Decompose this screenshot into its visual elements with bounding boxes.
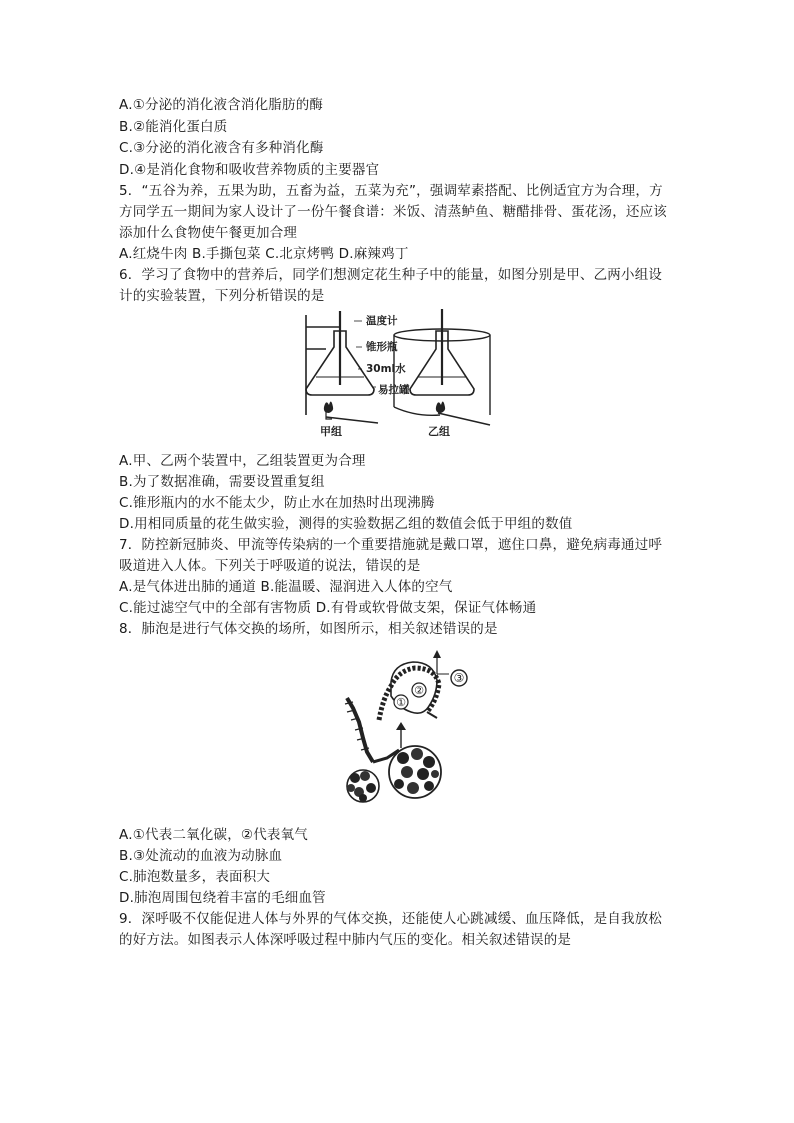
q5-stem-line1: 5．“五谷为养，五果为助，五畜为益，五菜为充”，强调荤素搭配、比例适宜方为合理，方 [119, 183, 663, 199]
q6-stem-line2: 计的实验装置，下列分析错误的是 [119, 288, 325, 304]
label-thermometer: 温度计 [366, 315, 398, 327]
marker-1: ① [396, 696, 406, 709]
q6-option-d: D.用相同质量的花生做实验，测得的实验数据乙组的数值会低于甲组的数值 [119, 516, 573, 532]
bronchiole-icon [347, 698, 373, 762]
q8-option-a: A.①代表二氧化碳，②代表氧气 [119, 827, 308, 843]
q8-option-d: D.肺泡周围包绕着丰富的毛细血管 [119, 890, 326, 906]
label-group-b: 乙组 [428, 425, 450, 438]
q4-option-c: C.③分泌的消化液含有多种消化酶 [119, 140, 324, 156]
alveoli-cluster-left [347, 770, 379, 802]
q6-apparatus-figure [296, 307, 496, 444]
q7-stem-line1: 7．防控新冠肺炎、甲流等传染病的一个重要措施就是戴口罩，遮住口鼻，避免病毒通过呼 [119, 537, 663, 553]
marker-2: ② [414, 684, 424, 697]
q6-stem-line1: 6．学习了食物中的营养后，同学们想测定花生种子中的能量，如图分别是甲、乙两小组设 [119, 267, 663, 283]
label-can: 易拉罐 [378, 384, 410, 396]
q8-alveoli-figure [333, 646, 473, 816]
alveoli-cluster-right [389, 746, 441, 798]
label-flask: 锥形瓶 [366, 341, 398, 353]
label-group-a: 甲组 [320, 425, 342, 438]
q6-option-a: A.甲、乙两个装置中，乙组装置更为合理 [119, 453, 366, 469]
q9-stem-line2: 的好方法。如图表示人体深呼吸过程中肺内气压的变化。相关叙述错误的是 [119, 932, 572, 948]
q9-stem-line1: 9．深呼吸不仅能促进人体与外界的气体交换，还能使人心跳减缓、血压降低，是自我放松 [119, 911, 663, 927]
q5-options: A.红烧牛肉 B.手撕包菜 C.北京烤鸭 D.麻辣鸡丁 [119, 246, 409, 262]
q7-stem-line2: 吸道进入人体。下列关于呼吸道的说法，错误的是 [119, 558, 421, 574]
q4-option-b: B.②能消化蛋白质 [119, 119, 228, 135]
q6-option-b: B.为了数据准确，需要设置重复组 [119, 474, 325, 490]
label-water: 30ml水 [366, 363, 406, 375]
marker-3: ③ [453, 671, 465, 685]
q7-options-ab: A.是气体进出肺的通道 B.能温暖、湿润进入人体的空气 [119, 579, 453, 595]
flame-icon [436, 401, 445, 413]
q5-stem-line3: 添加什么食物使午餐更加合理 [119, 225, 298, 241]
q6-option-c: C.锥形瓶内的水不能太少，防止水在加热时出现沸腾 [119, 495, 435, 511]
q8-option-c: C.肺泡数量多，表面积大 [119, 869, 271, 885]
q8-option-b: B.③处流动的血液为动脉血 [119, 848, 283, 864]
q5-stem-line2: 方同学五一期间为家人设计了一份午餐食谱：米饭、清蒸鲈鱼、糖醋排骨、蛋花汤，还应该 [119, 204, 667, 220]
q4-option-a: A.①分泌的消化液含消化脂肪的酶 [119, 97, 324, 113]
flame-icon [324, 401, 333, 413]
q7-options-cd: C.能过滤空气中的全部有害物质 D.有骨或软骨做支架，保证气体畅通 [119, 600, 537, 616]
q8-stem: 8．肺泡是进行气体交换的场所，如图所示，相关叙述错误的是 [119, 621, 498, 637]
q4-option-d: D.④是消化食物和吸收营养物质的主要器官 [119, 162, 380, 178]
